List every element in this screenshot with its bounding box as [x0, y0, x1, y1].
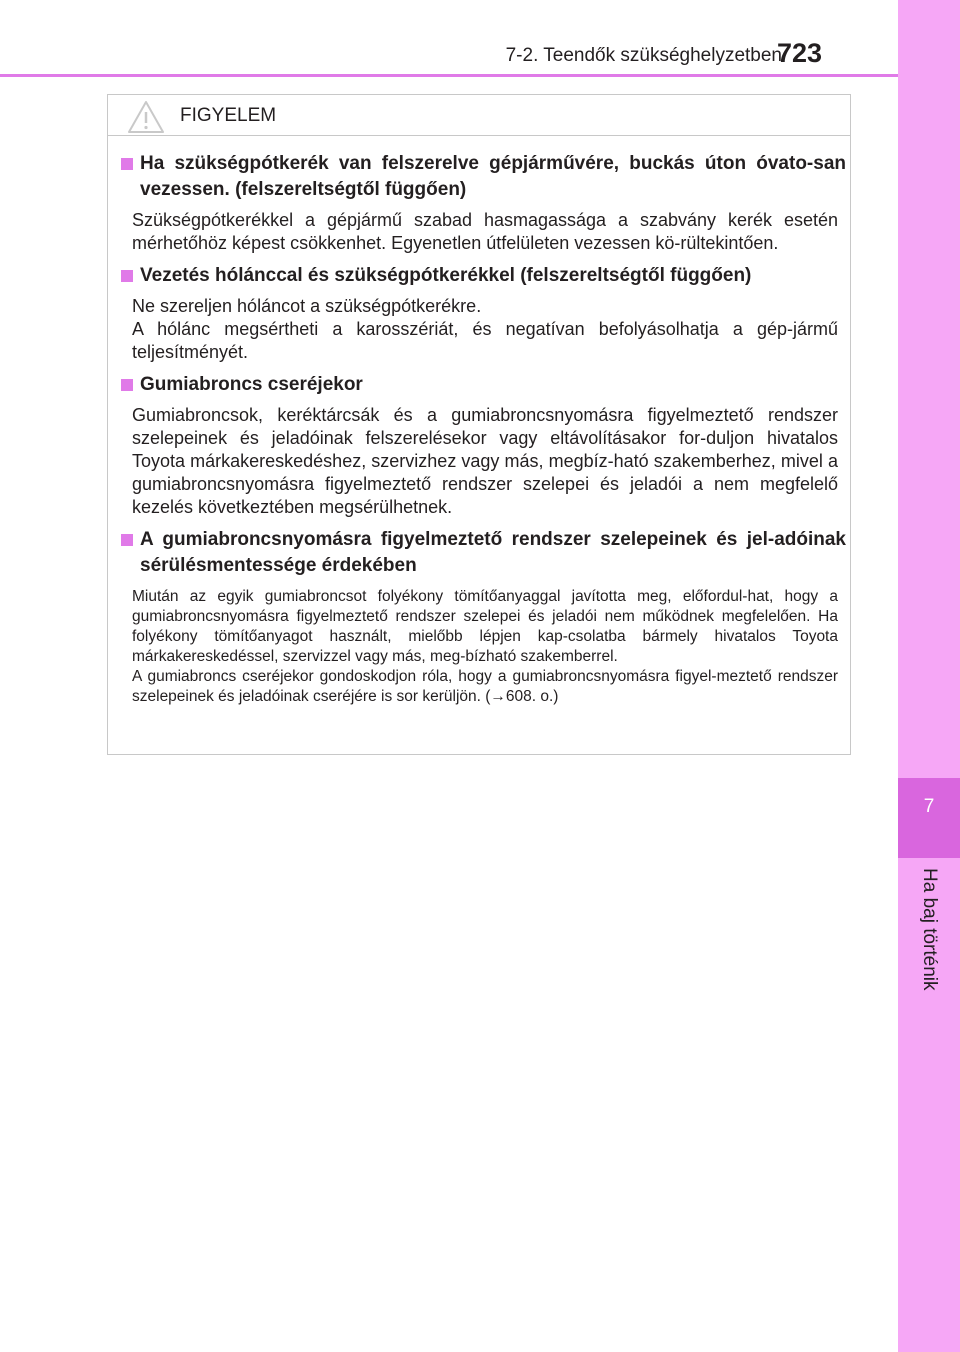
warning-item [108, 527, 852, 707]
square-bullet-icon [121, 158, 133, 170]
warning-body [108, 151, 852, 707]
warning-item [108, 151, 852, 255]
page-header [0, 0, 898, 78]
warning-item-title [116, 372, 846, 398]
warning-item-title [116, 527, 846, 579]
chapter-box [898, 778, 960, 858]
square-bullet-icon [121, 270, 133, 282]
side-tab [898, 0, 960, 1352]
item-paragraph: Szükségpótkerékkel a gépjármű szabad hasmagassága a szabvány kerék esetén mérhetőhöz képest csökkenhet. Egyenetlen útfelületen vezessen kö-rültekintően. [132, 210, 838, 253]
warning-item-title [116, 151, 846, 203]
page-number: 723 [776, 38, 822, 68]
item-paragraph: Ne szereljen hóláncot a szükségpótkerékre. [132, 296, 482, 316]
chapter-title: Ha baj történik [919, 868, 940, 991]
warning-item [108, 372, 852, 519]
warning-label: FIGYELEM [180, 105, 277, 126]
warning-item [108, 263, 852, 364]
section-title: 7-2. Teendők szükséghelyzetben [505, 45, 782, 66]
chapter-number: 7 [923, 796, 935, 817]
header-rule [0, 74, 898, 77]
square-bullet-icon [121, 534, 133, 546]
item-title-text: Gumiabroncs cseréjekor [140, 374, 363, 395]
warning-box [107, 94, 851, 755]
item-title-text: Ha szükségpótkerék van felszerelve gépjárművére, buckás úton óvato-san vezessen. (felszereltségtől függően) [140, 153, 846, 200]
item-paragraph: Gumiabroncsok, keréktárcsák és a gumiabroncsnyomásra figyelmeztető rendszer szelepeinek és jeladóinak felszerelésekor vagy eltávolításakor for-duljon hivatalos Toyota márkakereskedéshez, szervizhez vagy más, megbíz-ható szakemberhez, mivel a gumiabroncsnyomásra figyelmeztető rendszer szelepei és jeladói a nem megfelelő kezelés következtében megsérülhetnek. [132, 405, 838, 517]
item-paragraph: A gumiabroncs cseréjekor gondoskodjon róla, hogy a gumiabroncsnyomásra figyel-meztető rendszer szelepeinek és jeladóinak cseréjére is sor kerüljön. (→608. o.) [132, 668, 838, 705]
square-bullet-icon [121, 379, 133, 391]
warning-header [108, 95, 850, 136]
item-paragraph: Miután az egyik gumiabroncsot folyékony tömítőanyaggal javította meg, előfordul-hat, hogy a gumiabroncsnyomásra figyelmeztető rendszer szelepei és jeladói nem működnek megfelelően. Ha folyékony tömítőanyagot használt, mielőbb lépjen kap-csolatba bármely hivatalos Toyota márkakereskedéssel, szervizzel vagy más, meg-bízható szakemberrel. [132, 588, 838, 665]
warning-triangle-icon [126, 99, 166, 135]
item-title-text: A gumiabroncsnyomásra figyelmeztető rendszer szelepeinek és jel-adóinak sérülésmentessége érdekében [140, 529, 846, 576]
item-title-text: Vezetés hólánccal és szükségpótkerékkel (felszereltségtől függően) [140, 265, 752, 286]
item-paragraph: A hólánc megsértheti a karosszériát, és negatívan befolyásolhatja a gép-jármű teljesítményét. [132, 319, 838, 362]
warning-item-title [116, 263, 846, 289]
